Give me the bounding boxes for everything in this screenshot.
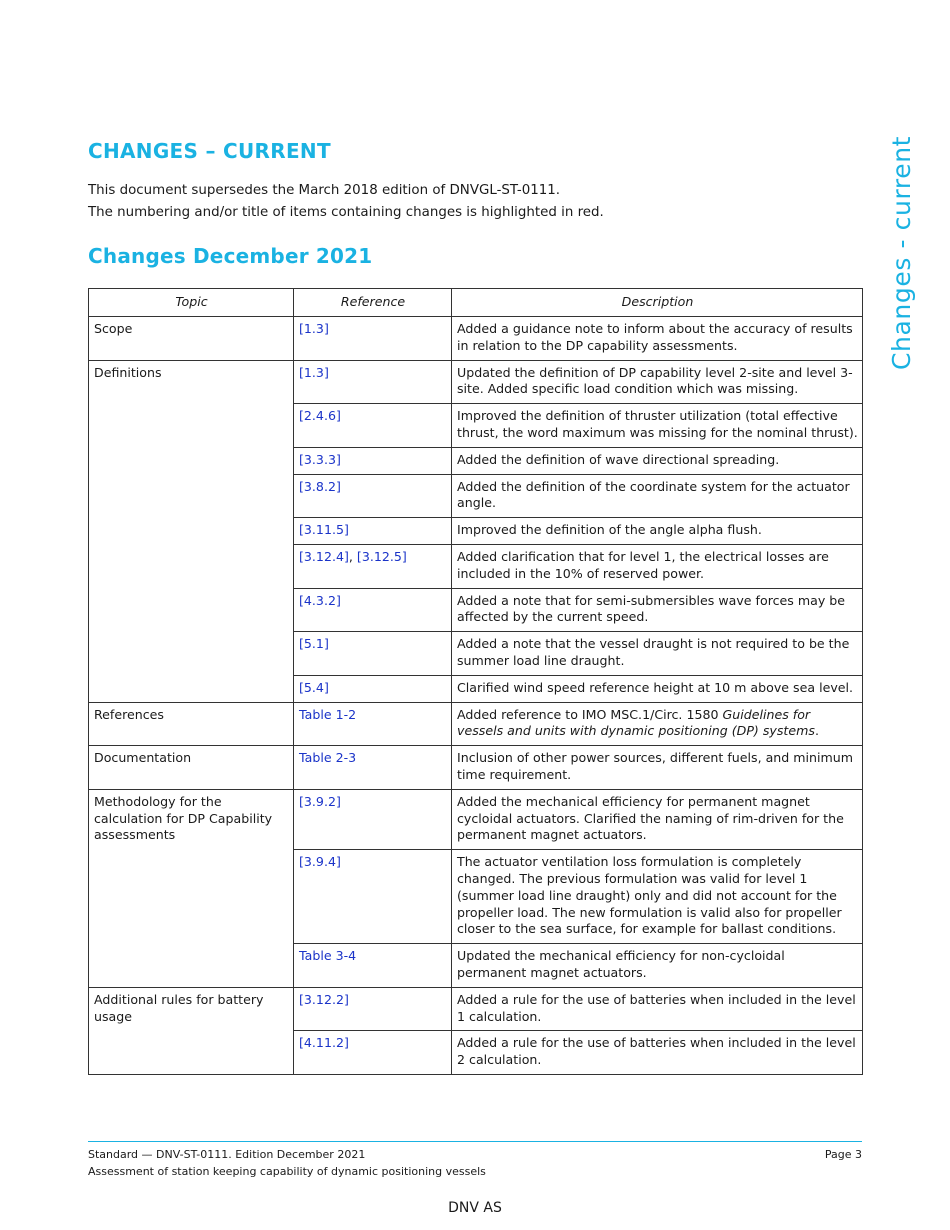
- description-cell: [452, 702, 863, 746]
- topic-cell: Scope: [89, 317, 294, 361]
- reference-cell: [294, 518, 452, 545]
- description-cell: [452, 632, 863, 676]
- description-text: Added a guidance note to inform about the accuracy of results in relation to the DP capability assessments.: [457, 321, 853, 353]
- description-cell: [452, 850, 863, 944]
- description-text: Updated the definition of DP capability level 2-site and level 3-site. Added specific load condition which was missing.: [457, 364, 853, 397]
- description-text: Added clarification that for level 1, the electrical losses are included in the 10% of reserved power.: [457, 548, 829, 581]
- reference-cell: [294, 360, 452, 404]
- page-number: Page 3: [824, 1148, 862, 1161]
- description-cell: [452, 944, 863, 988]
- header-description: Description: [452, 289, 863, 317]
- description-text: The actuator ventilation loss formulation is completely changed. The previous formulation was valid for level 1 (summer load line draught) only and did not account for the propeller load. The new formulation is valid also for propeller closer to the sea surface, for example for ballast conditions.: [457, 854, 842, 937]
- reference-cell: [294, 317, 452, 361]
- company-name: DNV AS: [448, 1200, 502, 1216]
- footer-subtitle: Assessment of station keeping capability of dynamic positioning vessels: [88, 1164, 486, 1178]
- reference-link[interactable]: [1.3]: [299, 321, 329, 336]
- topic-cell: References: [89, 702, 294, 746]
- description-text: Improved the definition of the angle alpha flush.: [457, 522, 762, 538]
- description-cell: [452, 1031, 863, 1075]
- header-topic: Topic: [89, 289, 294, 317]
- table-row: [89, 317, 863, 361]
- description-text: Updated the mechanical efficiency for non-cycloidal permanent magnet actuators.: [457, 948, 785, 980]
- reference-cell: [294, 404, 452, 448]
- description-cell: [452, 474, 863, 518]
- table-header-row: [89, 289, 863, 317]
- description-text: Improved the definition of thruster utilization (total effective thrust, the word maximum was missing for the nominal thrust).: [457, 408, 858, 440]
- table-row: [89, 789, 863, 849]
- reference-cell: [294, 1031, 452, 1075]
- description-cell: [452, 675, 863, 702]
- reference-link[interactable]: [4.11.2]: [299, 1035, 349, 1051]
- description-cell: [452, 317, 863, 361]
- reference-link[interactable]: [5.4]: [299, 679, 329, 695]
- topic-cell: Documentation: [89, 746, 294, 790]
- side-title: Changes - current: [887, 135, 916, 370]
- reference-cell: [294, 987, 452, 1031]
- reference-link[interactable]: [3.9.4]: [299, 854, 341, 870]
- reference-link[interactable]: [1.3]: [299, 364, 329, 380]
- reference-cell: [294, 746, 452, 790]
- footer-standard: Standard — DNV-ST-0111. Edition December 2021: [88, 1148, 366, 1161]
- description-cell: [452, 447, 863, 474]
- reference-link[interactable]: [3.9.2]: [299, 793, 341, 809]
- reference-cell: [3.12.4], [3.12.5]: [294, 544, 452, 588]
- table-row: [89, 360, 863, 404]
- footer-info: [88, 1147, 486, 1180]
- table-row: [89, 746, 863, 790]
- description-text: Added a note that for semi-submersibles wave forces may be affected by the current speed.: [457, 592, 846, 625]
- reference-cell: [294, 850, 452, 944]
- description-text: Added a note that the vessel draught is not required to be the summer load line draught.: [457, 636, 850, 668]
- reference-link[interactable]: [2.4.6]: [299, 408, 341, 424]
- reference-link[interactable]: Table 2-3: [299, 750, 357, 766]
- table-row: [89, 987, 863, 1031]
- section-title: Changes December 2021: [88, 244, 373, 268]
- table-row: [89, 702, 863, 746]
- reference-cell: [294, 789, 452, 849]
- description-cell: [452, 588, 863, 632]
- description-text: Added the mechanical efficiency for permanent magnet cycloidal actuators. Clarified the naming of rim-driven for the permanent magnet actuators.: [457, 793, 844, 843]
- reference-link[interactable]: [3.12.4]: [299, 548, 349, 564]
- description-cell: [452, 404, 863, 448]
- topic-cell: Definitions: [89, 360, 294, 702]
- intro-line: The numbering and/or title of items containing changes is highlighted in red.: [88, 204, 604, 220]
- topic-cell: Methodology for the calculation for DP Capability assessments: [89, 789, 294, 987]
- reference-link[interactable]: [3.12.5]: [356, 548, 407, 564]
- reference-link[interactable]: [3.11.5]: [299, 522, 349, 538]
- description-text: Added the definition of wave directional spreading.: [457, 451, 780, 467]
- topic-cell: Additional rules for battery usage: [89, 987, 294, 1074]
- reference-link[interactable]: [4.3.2]: [299, 592, 341, 608]
- changes-table: [88, 288, 863, 1075]
- description-text: Inclusion of other power sources, different fuels, and minimum time requirement.: [457, 750, 854, 782]
- description-cell: [452, 360, 863, 404]
- reference-cell: [294, 447, 452, 474]
- reference-link[interactable]: [3.3.3]: [299, 451, 341, 467]
- reference-cell: [294, 474, 452, 518]
- footer-divider: [88, 1141, 862, 1142]
- changes-table-body: [89, 317, 863, 1075]
- reference-cell: [294, 632, 452, 676]
- reference-link[interactable]: [3.12.2]: [299, 991, 349, 1007]
- reference-cell: [294, 944, 452, 988]
- description-text: Added a rule for the use of batteries when included in the level 2 calculation.: [457, 1035, 856, 1068]
- intro-line: This document supersedes the March 2018 edition of DNVGL-ST-0111.: [88, 183, 561, 198]
- description-cell: [452, 544, 863, 588]
- description-italic: Guidelines for vessels and units with dynamic positioning (DP) systems: [457, 706, 815, 739]
- reference-link[interactable]: Table 3-4: [299, 948, 357, 964]
- page-heading: CHANGES – CURRENT: [88, 139, 331, 163]
- description-text: Added the definition of the coordinate system for the actuator angle.: [457, 478, 850, 511]
- reference-link[interactable]: [3.8.2]: [299, 478, 341, 494]
- header-reference: Reference: [294, 289, 452, 317]
- description-cell: [452, 987, 863, 1031]
- description-cell: [452, 518, 863, 545]
- reference-cell: [294, 702, 452, 746]
- description-cell: [452, 789, 863, 849]
- description-cell: [452, 746, 863, 790]
- description-text: Added a rule for the use of batteries when included in the level 1 calculation.: [457, 991, 856, 1024]
- description-text: Clarified wind speed reference height at 10 m above sea level.: [457, 679, 854, 695]
- reference-link[interactable]: Table 1-2: [299, 706, 357, 722]
- reference-cell: [294, 588, 452, 632]
- description-text: Added reference to IMO MSC.1/Circ. 1580: [457, 706, 723, 722]
- reference-link[interactable]: [5.1]: [299, 636, 329, 652]
- intro-text: [88, 180, 604, 223]
- reference-cell: [294, 675, 452, 702]
- description-tail: .: [814, 723, 819, 739]
